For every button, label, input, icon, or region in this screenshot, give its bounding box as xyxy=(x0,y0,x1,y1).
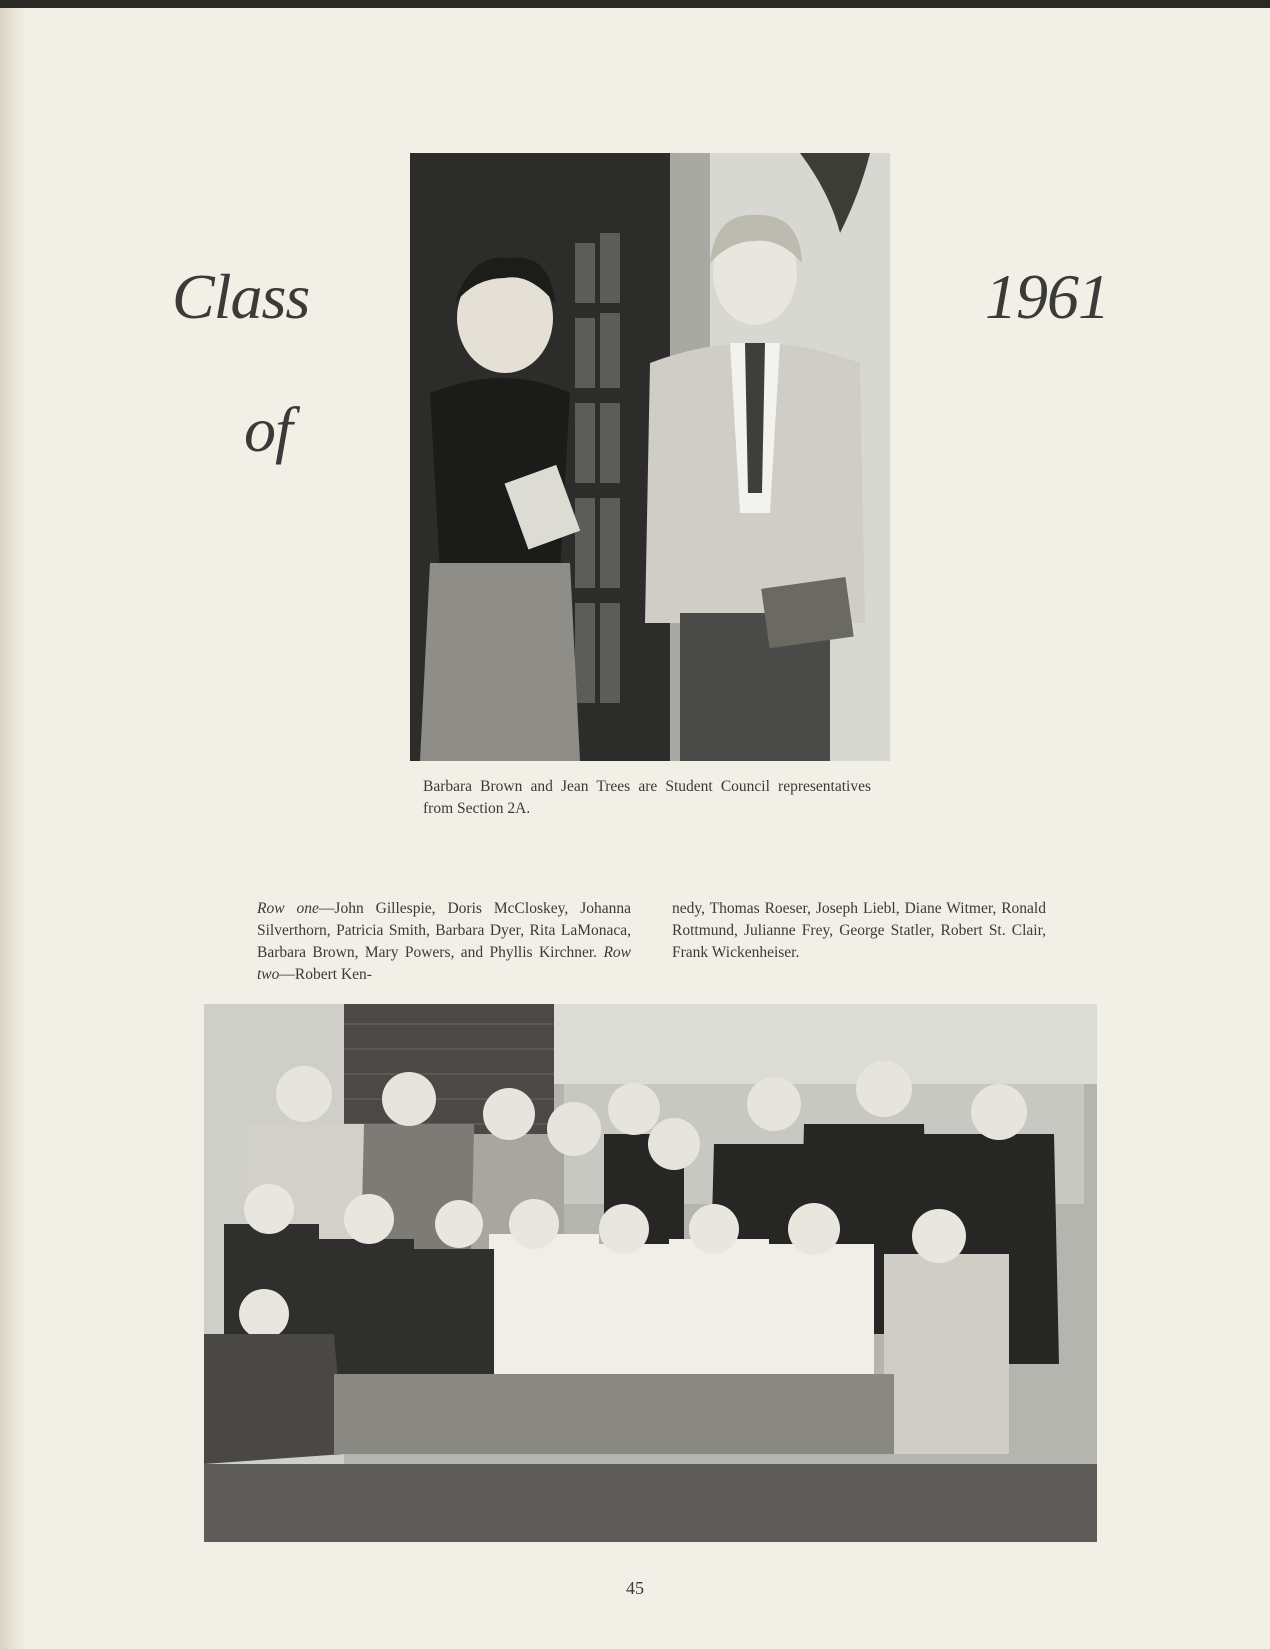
row-two-names-start: —Robert Ken- xyxy=(279,966,372,983)
row-one-names: —John Gillespie, Doris McCloskey, Johanna Silverthorn, Patricia Smith, Barbara Dyer, Rita LaMonaca, Barbara Brown, Mary Powers, and Phyllis Kirchner. xyxy=(257,900,631,961)
class-group-photo-image xyxy=(204,1004,1097,1542)
row-two-label: Row two xyxy=(257,944,631,983)
student-council-photo-image xyxy=(410,153,890,761)
row-one-label: Row one xyxy=(257,900,319,917)
page-number: 45 xyxy=(626,1578,644,1598)
heading-year: 1961 xyxy=(985,261,1109,332)
heading-word-of: of xyxy=(244,394,292,465)
group-caption-column-2: nedy, Thomas Roeser, Joseph Liebl, Diane Witmer, Ronald Rottmund, Julianne Frey, George Statler, Robert St. Clair, Frank Wickenheiser. xyxy=(672,900,1046,961)
group-caption-column-1 xyxy=(257,898,631,986)
heading-word-class: Class xyxy=(172,261,310,332)
student-council-photo xyxy=(410,153,890,761)
yearbook-page xyxy=(0,8,1270,1649)
page-gutter xyxy=(0,8,26,1649)
student-council-caption: Barbara Brown and Jean Trees are Student Council representatives from Section 2A. xyxy=(423,778,871,817)
class-group-photo xyxy=(204,1004,1097,1542)
